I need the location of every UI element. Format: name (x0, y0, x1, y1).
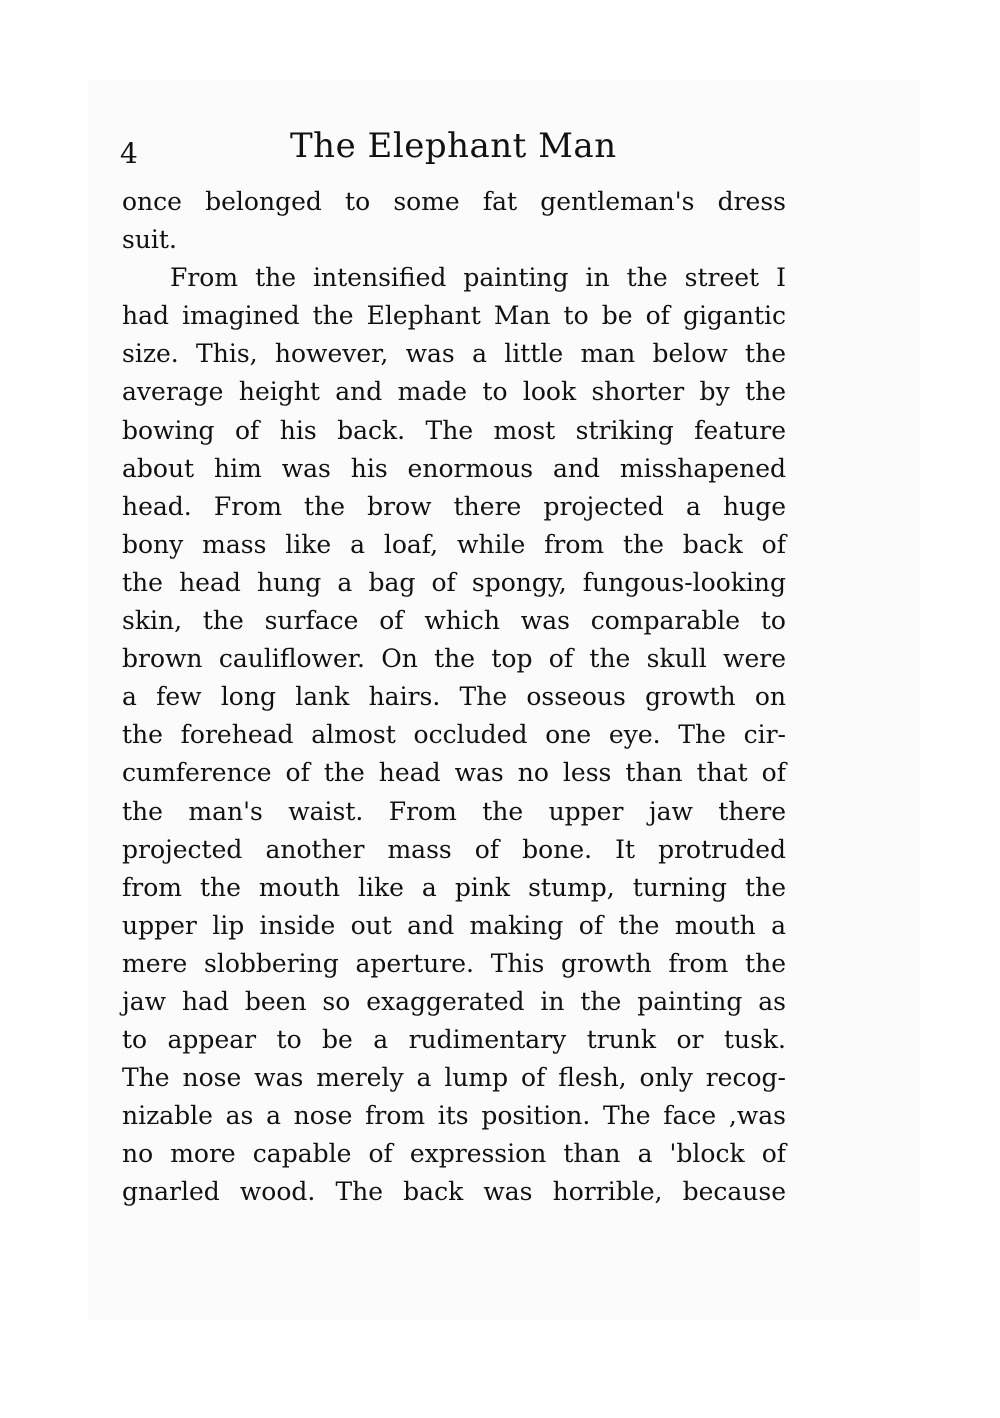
text-line: cumference of the head was no less than that of (122, 758, 786, 788)
text-line: had imagined the Elephant Man to be of gigantic (122, 301, 786, 331)
text-line: to appear to be a rudimentary trunk or tusk. (122, 1025, 786, 1055)
text-line: bony mass like a loaf, while from the back of (122, 529, 786, 559)
text-line: the man's waist. From the upper jaw there (122, 796, 786, 826)
text-line: about him was his enormous and misshapened (122, 453, 786, 483)
text-line: gnarled wood. The back was horrible, because (122, 1177, 786, 1207)
text-line: bowing of his back. The most striking feature (122, 415, 786, 445)
text-line: mere slobbering aperture. This growth from the (122, 948, 786, 978)
text-line: once belonged to some fat gentleman's dress (122, 187, 786, 216)
text-line: nizable as a nose from its position. The face ,was (122, 1101, 786, 1131)
page-header (120, 122, 788, 174)
text-line: the head hung a bag of spongy, fungous-looking (122, 567, 786, 597)
text-line: From the intensified painting in the street I (170, 263, 786, 293)
body-text (122, 183, 786, 1212)
text-line: suit. (122, 225, 177, 255)
text-line: brown cauliflower. On the top of the skull were (122, 644, 786, 674)
text-line: no more capable of expression than a 'block of (122, 1139, 786, 1169)
running-title: The Elephant Man (290, 126, 617, 166)
text-line: a few long lank hairs. The osseous growth on (122, 682, 786, 712)
text-line: average height and made to look shorter by the (122, 377, 786, 407)
text-line: skin, the surface of which was comparable to (122, 606, 786, 636)
page-number: 4 (120, 137, 138, 170)
text-line: the forehead almost occluded one eye. The cir- (122, 720, 786, 750)
text-line: size. This, however, was a little man below the (122, 339, 786, 369)
text-line: projected another mass of bone. It protruded (122, 834, 786, 864)
text-line: The nose was merely a lump of flesh, only recog- (122, 1063, 786, 1093)
text-line: upper lip inside out and making of the mouth a (122, 910, 786, 940)
text-line: head. From the brow there projected a huge (122, 491, 786, 521)
text-line: from the mouth like a pink stump, turning the (122, 872, 786, 902)
text-line: jaw had been so exaggerated in the painting as (122, 986, 786, 1016)
